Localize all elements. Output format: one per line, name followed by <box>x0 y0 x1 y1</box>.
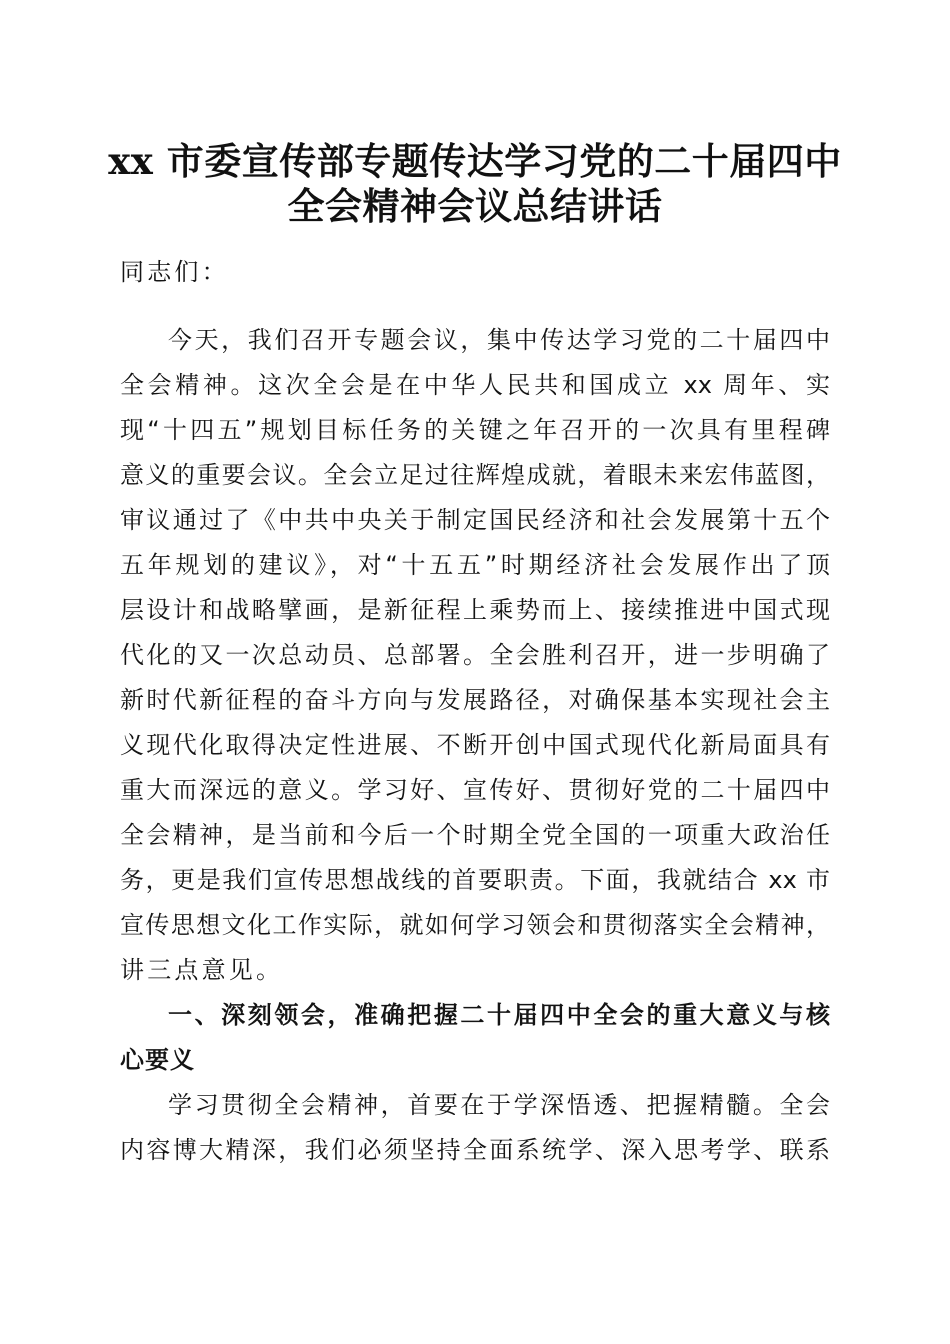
paragraph-1-line: 宣传思想文化工作实际，就如何学习领会和贯彻落实全会精神， <box>120 911 830 939</box>
paragraph-1-line: 审议通过了《中共中央关于制定国民经济和社会发展第十五个 <box>120 506 830 534</box>
paragraph-1-line: 意义的重要会议。全会立足过往辉煌成就，着眼未来宏伟蓝图， <box>120 461 830 489</box>
document-title-line-2: 全会精神会议总结讲话 <box>287 184 663 228</box>
paragraph-1-line: 五年规划的建议》，对“十五五”时期经济社会发展作出了顶 <box>120 551 830 579</box>
paragraph-1-line: 义现代化取得决定性进展、不断开创中国式现代化新局面具有 <box>120 731 830 759</box>
salutation: 同志们： <box>120 258 229 286</box>
paragraph-1-line: 务，更是我们宣传思想战线的首要职责。下面，我就结合 xx 市 <box>120 866 830 894</box>
paragraph-1-line: 全会精神。这次全会是在中华人民共和国成立 xx 周年、实 <box>120 371 830 399</box>
section-heading-line: 一、深刻领会，准确把握二十届四中全会的重大意义与核 <box>168 1001 830 1029</box>
paragraph-1-line: 今天，我们召开专题会议，集中传达学习党的二十届四中 <box>168 326 830 354</box>
paragraph-2-line: 学习贯彻全会精神，首要在于学深悟透、把握精髓。全会 <box>168 1091 830 1119</box>
paragraph-1-line: 全会精神，是当前和今后一个时期全党全国的一项重大政治任 <box>120 821 830 849</box>
paragraph-1-line: 新时代新征程的奋斗方向与发展路径，对确保基本实现社会主 <box>120 686 830 714</box>
paragraph-1-line: 层设计和战略擘画，是新征程上乘势而上、接续推进中国式现 <box>120 596 830 624</box>
paragraph-1-line: 重大而深远的意义。学习好、宣传好、贯彻好党的二十届四中 <box>120 776 830 804</box>
paragraph-1-line: 讲三点意见。 <box>120 956 284 984</box>
paragraph-1-line: 代化的又一次总动员、总部署。全会胜利召开，进一步明确了 <box>120 641 830 669</box>
paragraph-2-line: 内容博大精深，我们必须坚持全面系统学、深入思考学、联系 <box>120 1136 830 1164</box>
document-title-line-1: xx 市委宣传部专题传达学习党的二十届四中 <box>108 139 842 183</box>
paragraph-1-line: 现“十四五”规划目标任务的关键之年召开的一次具有里程碑 <box>120 416 830 444</box>
section-heading-line: 心要义 <box>120 1046 195 1074</box>
